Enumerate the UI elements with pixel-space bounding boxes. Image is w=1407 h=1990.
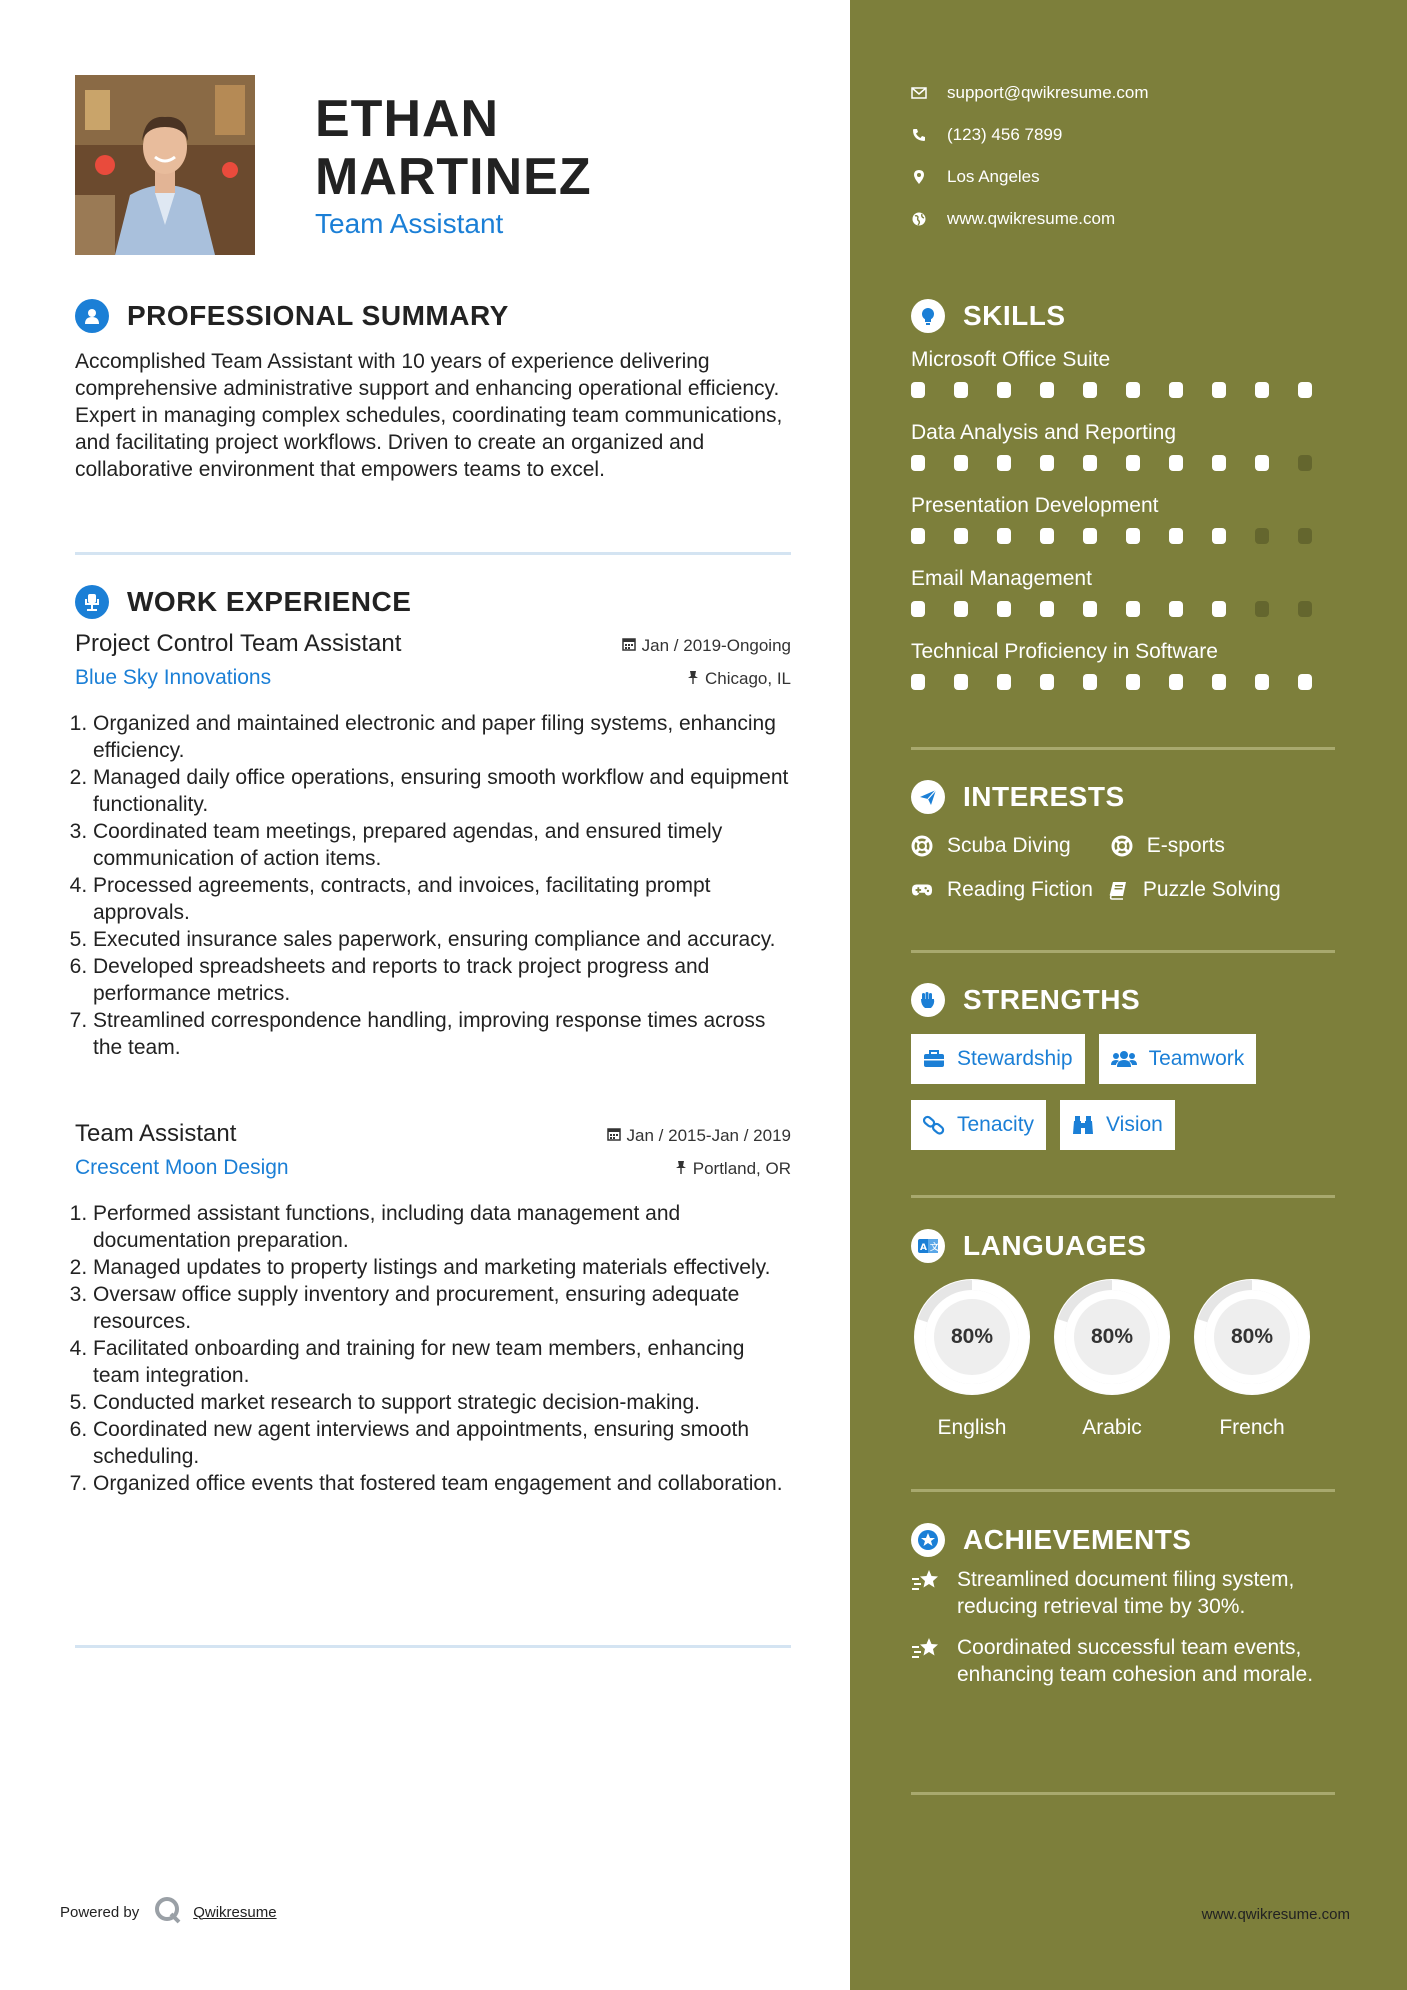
skill-dot-filled	[1298, 674, 1312, 690]
user-icon	[75, 299, 109, 333]
strength-label: Vision	[1106, 1113, 1163, 1136]
achievement-text: Streamlined document filing system, reducing retrieval time by 30%.	[957, 1568, 1295, 1618]
skill-dot-filled	[1255, 455, 1269, 471]
skill-dot-empty	[1255, 528, 1269, 544]
strength-tag	[911, 1100, 1046, 1150]
skill-dot-filled	[1040, 528, 1054, 544]
summary-text: Accomplished Team Assistant with 10 years of experience delivering comprehensive administrative support and enhancing operational efficiency. Expert in managing complex schedules, coordinating team communications, and facilitating project workflows. Driven to create an organized and collaborative environment that empowers teams to excel.	[75, 350, 783, 481]
lifebuoy-icon	[911, 835, 933, 857]
lifebuoy-icon	[1111, 835, 1133, 857]
skill-dot-empty	[1298, 528, 1312, 544]
skill-dot-filled	[1040, 601, 1054, 617]
job-title: Project Control Team Assistant	[75, 630, 402, 657]
skill-dot-filled	[997, 674, 1011, 690]
skill-item	[911, 419, 1341, 492]
skill-dot-filled	[1126, 601, 1140, 617]
skill-dot-filled	[1255, 674, 1269, 690]
interests-row	[911, 868, 1341, 912]
star-badge-icon	[911, 1523, 945, 1557]
skill-dot-empty	[1298, 601, 1312, 617]
interest-label: Scuba Diving	[947, 834, 1071, 857]
strength-tag	[1060, 1100, 1175, 1150]
section-divider	[911, 1489, 1335, 1492]
summary-title: PROFESSIONAL SUMMARY	[127, 300, 509, 331]
job-date-text: Jan / 2019-Ongoing	[641, 636, 791, 655]
interests-row	[911, 824, 1341, 868]
skill-dot-filled	[1083, 674, 1097, 690]
skill-dot-empty	[1298, 455, 1312, 471]
job-role: Team Assistant	[315, 208, 504, 239]
duty-item: 7. Organized office events that fostered team engagement and collaboration.	[93, 1470, 791, 1497]
skill-dot-filled	[1126, 528, 1140, 544]
svg-text:文: 文	[930, 1243, 939, 1253]
strength-tag	[1099, 1034, 1257, 1084]
strength-label: Tenacity	[957, 1113, 1035, 1136]
skill-dot-filled	[1169, 528, 1183, 544]
strengths-heading	[911, 983, 1140, 1017]
skill-rating	[911, 382, 1341, 398]
skill-dot-filled	[1083, 382, 1097, 398]
map-pin-icon	[911, 169, 927, 185]
strengths-row	[911, 1034, 1351, 1084]
skill-dot-filled	[1212, 528, 1226, 544]
language-ring	[1051, 1276, 1173, 1398]
book-icon	[1107, 879, 1129, 901]
skill-dot-filled	[1298, 382, 1312, 398]
skill-dot-filled	[997, 455, 1011, 471]
phone-icon	[911, 127, 927, 143]
interest-item	[911, 834, 1071, 858]
shooting-star-icon	[911, 1634, 941, 1688]
skill-dot-filled	[1255, 382, 1269, 398]
skill-name: Microsoft Office Suite	[911, 348, 1111, 371]
lightbulb-icon	[911, 299, 945, 333]
job-date-text: Jan / 2015-Jan / 2019	[626, 1126, 791, 1145]
duty-item: 6. Developed spreadsheets and reports to track project progress and performance metrics.	[93, 953, 791, 1007]
skill-item	[911, 638, 1341, 711]
skill-dot-filled	[1126, 382, 1140, 398]
language-name: Arabic	[1082, 1416, 1142, 1439]
contact-website	[911, 198, 1149, 240]
footer-powered-by	[60, 1895, 277, 1929]
language-percent: 80%	[1230, 1325, 1274, 1348]
company-name: Blue Sky Innovations	[75, 666, 272, 689]
skill-dot-empty	[1255, 601, 1269, 617]
skill-dot-filled	[954, 601, 968, 617]
language-ring	[911, 1276, 1033, 1398]
job-location	[675, 1159, 791, 1179]
duty-item: 2. Managed daily office operations, ensuring smooth workflow and equipment functionality.	[93, 764, 791, 818]
section-divider	[911, 747, 1335, 750]
pushpin-icon	[675, 1159, 687, 1179]
skill-dot-filled	[1212, 455, 1226, 471]
calendar-icon	[622, 636, 636, 656]
skill-rating	[911, 674, 1341, 690]
skill-dot-filled	[954, 674, 968, 690]
email-text[interactable]: support@qwikresume.com	[947, 83, 1149, 102]
languages-heading	[911, 1229, 1146, 1263]
languages-list	[911, 1276, 1331, 1440]
skill-dot-filled	[997, 601, 1011, 617]
skill-dot-filled	[954, 455, 968, 471]
language-ring	[1191, 1276, 1313, 1398]
candidate-name	[315, 90, 592, 206]
skill-dot-filled	[1083, 601, 1097, 617]
interests-title: INTERESTS	[963, 781, 1125, 812]
strengths-list	[911, 1034, 1351, 1166]
powered-by-label: Powered by	[60, 1903, 140, 1921]
sidebar	[850, 0, 1407, 1990]
qwikresume-logo-icon	[153, 1895, 183, 1929]
interests-heading	[911, 780, 1125, 814]
skill-item	[911, 565, 1341, 638]
website-text[interactable]: www.qwikresume.com	[947, 209, 1116, 228]
skill-item	[911, 492, 1341, 565]
skill-name: Presentation Development	[911, 494, 1159, 517]
globe-icon	[911, 211, 927, 227]
skill-dot-filled	[1040, 382, 1054, 398]
pushpin-icon	[687, 669, 699, 689]
section-divider	[75, 552, 791, 555]
paper-plane-icon	[911, 780, 945, 814]
skill-dot-filled	[1169, 601, 1183, 617]
skill-dot-filled	[1212, 674, 1226, 690]
fist-icon	[911, 983, 945, 1017]
skills-heading	[911, 299, 1066, 333]
skill-name: Data Analysis and Reporting	[911, 421, 1176, 444]
skill-dot-filled	[1083, 455, 1097, 471]
skill-dot-filled	[911, 382, 925, 398]
contact-location	[911, 156, 1149, 198]
job-duties	[75, 1200, 791, 1497]
gamepad-icon	[911, 879, 933, 901]
job-entry	[75, 1120, 791, 1497]
language-name: English	[937, 1416, 1007, 1439]
achievement-text: Coordinated successful team events, enhancing team cohesion and morale.	[957, 1636, 1314, 1686]
summary-heading	[75, 299, 509, 333]
duty-item: 4. Facilitated onboarding and training for new team members, enhancing team integration.	[93, 1335, 791, 1389]
skills-list	[911, 346, 1341, 711]
duty-item: 1. Performed assistant functions, including data management and documentation preparation.	[93, 1200, 791, 1254]
company-name: Crescent Moon Design	[75, 1156, 289, 1179]
section-divider	[911, 950, 1335, 953]
section-divider	[911, 1792, 1335, 1795]
duty-item: 3. Coordinated team meetings, prepared agendas, and ensured timely communication of action items.	[93, 818, 791, 872]
contact-list	[911, 72, 1149, 240]
duty-item: 7. Streamlined correspondence handling, improving response times across the team.	[93, 1007, 791, 1061]
achievements-heading	[911, 1523, 1191, 1557]
skill-rating	[911, 528, 1341, 544]
skill-name: Technical Proficiency in Software	[911, 640, 1218, 663]
translate-icon	[911, 1229, 945, 1263]
achievements-title: ACHIEVEMENTS	[963, 1524, 1192, 1555]
achievements-list	[911, 1566, 1341, 1702]
skill-dot-filled	[997, 382, 1011, 398]
achievement-item	[911, 1634, 1341, 1688]
strength-label: Teamwork	[1148, 1047, 1245, 1070]
location-text: Los Angeles	[947, 167, 1040, 186]
skill-dot-filled	[1169, 382, 1183, 398]
job-duties	[75, 710, 791, 1061]
strengths-row	[911, 1100, 1351, 1150]
skill-dot-filled	[1040, 455, 1054, 471]
skill-dot-filled	[1040, 674, 1054, 690]
skill-dot-filled	[911, 455, 925, 471]
language-item	[911, 1276, 1051, 1440]
interest-label: Reading Fiction	[947, 878, 1093, 901]
skill-dot-filled	[911, 601, 925, 617]
footer-site[interactable]: www.qwikresume.com	[1201, 1906, 1350, 1923]
skill-dot-filled	[954, 382, 968, 398]
strengths-title: STRENGTHS	[963, 984, 1141, 1015]
section-divider	[911, 1195, 1335, 1198]
skill-dot-filled	[954, 528, 968, 544]
duty-item: 5. Executed insurance sales paperwork, ensuring compliance and accuracy.	[93, 926, 791, 953]
duty-item: 5. Conducted market research to support strategic decision-making.	[93, 1389, 791, 1416]
duty-item: 4. Processed agreements, contracts, and invoices, facilitating prompt approvals.	[93, 872, 791, 926]
job-title: Team Assistant	[75, 1120, 237, 1147]
briefcase-icon	[923, 1050, 945, 1068]
interest-label: E-sports	[1146, 834, 1225, 857]
calendar-icon	[607, 1126, 621, 1146]
duty-item: 1. Organized and maintained electronic and paper filing systems, enhancing efficiency.	[93, 710, 791, 764]
envelope-icon	[911, 85, 927, 101]
job-location-text: Portland, OR	[692, 1159, 791, 1178]
brand-link[interactable]: Qwikresume	[193, 1903, 277, 1921]
language-name: French	[1219, 1416, 1285, 1439]
skill-name: Email Management	[911, 567, 1092, 590]
users-icon	[1111, 1050, 1137, 1068]
duty-item: 2. Managed updates to property listings and marketing materials effectively.	[93, 1254, 791, 1281]
binoculars-icon	[1072, 1115, 1094, 1135]
duty-item: 6. Coordinated new agent interviews and appointments, ensuring smooth scheduling.	[93, 1416, 791, 1470]
job-entry	[75, 630, 791, 1061]
experience-heading	[75, 585, 411, 619]
job-date	[622, 636, 791, 656]
duty-item: 3. Oversaw office supply inventory and procurement, ensuring adequate resources.	[93, 1281, 791, 1335]
contact-phone	[911, 114, 1149, 156]
skill-rating	[911, 601, 1341, 617]
language-percent: 80%	[1090, 1325, 1134, 1348]
language-item	[1051, 1276, 1191, 1440]
shooting-star-icon	[911, 1566, 941, 1620]
link-icon	[923, 1115, 945, 1135]
strength-label: Stewardship	[957, 1047, 1073, 1070]
skills-title: SKILLS	[963, 300, 1066, 331]
interest-item	[911, 878, 1093, 902]
contact-email	[911, 72, 1149, 114]
skill-dot-filled	[1212, 382, 1226, 398]
phone-text: (123) 456 7899	[947, 125, 1063, 144]
language-item	[1191, 1276, 1331, 1440]
office-chair-icon	[75, 585, 109, 619]
experience-title: WORK EXPERIENCE	[127, 586, 412, 617]
skill-dot-filled	[1212, 601, 1226, 617]
skill-dot-filled	[1169, 455, 1183, 471]
interest-item	[1111, 834, 1225, 858]
language-percent: 80%	[950, 1325, 994, 1348]
interest-item	[1107, 878, 1281, 902]
skill-item	[911, 346, 1341, 419]
job-location	[687, 669, 791, 689]
job-location-text: Chicago, IL	[705, 669, 791, 688]
skill-dot-filled	[911, 528, 925, 544]
skill-dot-filled	[1126, 674, 1140, 690]
interest-label: Puzzle Solving	[1142, 878, 1281, 901]
skill-dot-filled	[1169, 674, 1183, 690]
skill-dot-filled	[911, 674, 925, 690]
languages-title: LANGUAGES	[963, 1230, 1147, 1261]
skill-rating	[911, 455, 1341, 471]
skill-dot-filled	[997, 528, 1011, 544]
section-divider	[75, 1645, 791, 1648]
interests-list	[911, 824, 1341, 912]
profile-photo	[75, 75, 255, 255]
achievement-item	[911, 1566, 1341, 1620]
skill-dot-filled	[1126, 455, 1140, 471]
name-last: MARTINEZ	[315, 148, 592, 206]
strength-tag	[911, 1034, 1085, 1084]
skill-dot-filled	[1083, 528, 1097, 544]
job-date	[607, 1126, 791, 1146]
svg-text:A: A	[920, 1243, 927, 1253]
name-first: ETHAN	[315, 90, 500, 148]
